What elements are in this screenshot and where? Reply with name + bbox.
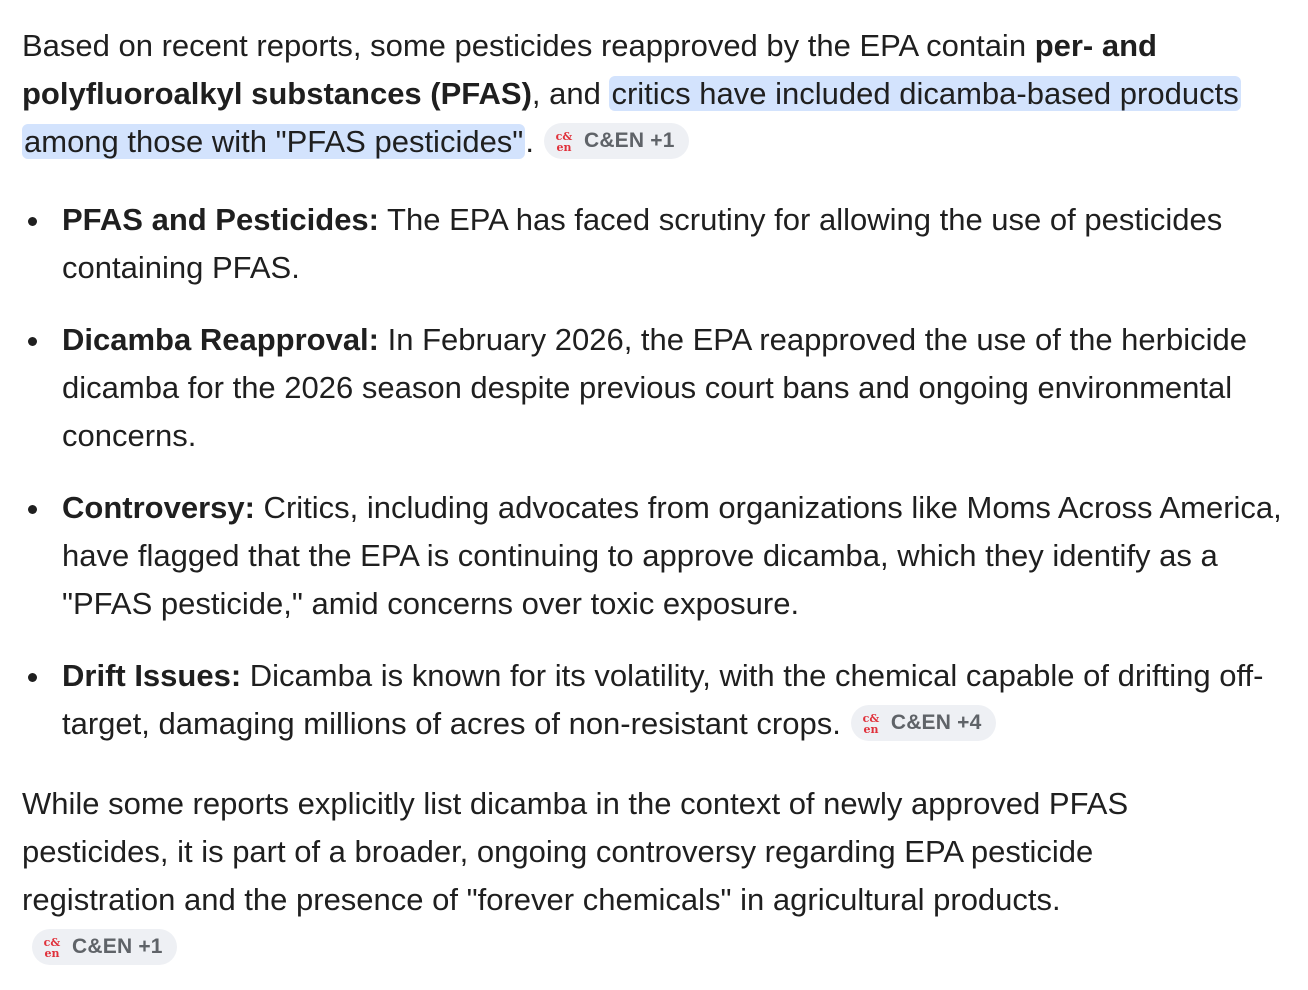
list-item [22, 316, 1292, 460]
citation-chip-drift[interactable] [851, 705, 996, 741]
citation-chip-conclusion[interactable] [32, 929, 177, 965]
list-item [22, 196, 1292, 292]
svg-text:en: en [863, 722, 879, 735]
citation-label: C&EN +1 [72, 934, 163, 958]
conclusion-text: While some reports explicitly list dicamba in the context of newly approved PFAS pesticides, it is part of a broader, ongoing controversy regarding EPA pesticide registration and the presence of "forever chemicals" in agricultural products. [22, 786, 1129, 917]
bullet-title: Dicamba Reapproval: [62, 322, 379, 357]
bullet-dot [28, 673, 37, 682]
citation-label: C&EN +1 [583, 128, 675, 152]
bullet-list [22, 196, 1302, 748]
bullet-text: Critics, including advocates from organizations like Moms Across America, have flagged that the EPA is continuing to approve dicamba, which they identify as a "PFAS pesticide," amid concerns over toxic exposure. [62, 490, 1282, 621]
ai-answer [22, 22, 1302, 972]
intro-text-middle: , and [531, 76, 610, 111]
bullet-title: Drift Issues: [62, 658, 242, 693]
bullet-dot [28, 337, 37, 346]
intro-text-after: . [525, 124, 534, 159]
bullet-text: The EPA has faced scrutiny for allowing the use of pesticides containing PFAS. [62, 202, 1223, 285]
bullet-title: Controversy: [62, 490, 255, 525]
svg-text:c&: c& [43, 935, 61, 949]
bullet-dot [28, 217, 37, 226]
cen-logo-icon [40, 935, 64, 959]
svg-text:en: en [556, 140, 572, 153]
svg-text:en: en [44, 946, 60, 959]
bullet-title: PFAS and Pesticides: [62, 202, 379, 237]
citation-label: C&EN +4 [890, 710, 982, 734]
list-item [22, 652, 1292, 748]
intro-bold-term: per- and polyfluoroalkyl substances (PFAS) [22, 28, 1157, 111]
highlighted-claim[interactable]: critics have included dicamba-based products among those with "PFAS pesticides" [24, 76, 1239, 159]
bullet-dot [28, 505, 37, 514]
intro-paragraph [22, 22, 1262, 166]
cen-logo-icon [552, 129, 576, 153]
svg-text:c&: c& [862, 711, 880, 725]
bullet-text: Dicamba is known for its volatility, with the chemical capable of drifting off-target, damaging millions of acres of non-resistant crops. [62, 658, 1264, 741]
conclusion-paragraph [22, 780, 1202, 972]
svg-text:c&: c& [555, 129, 573, 143]
intro-text-before: Based on recent reports, some pesticides reapproved by the EPA contain [22, 28, 1035, 63]
cen-logo-icon [859, 711, 883, 735]
bullet-text: In February 2026, the EPA reapproved the use of the herbicide dicamba for the 2026 season despite previous court bans and ongoing environmental concerns. [62, 322, 1247, 453]
citation-chip-intro[interactable] [544, 123, 689, 159]
list-item [22, 484, 1292, 628]
